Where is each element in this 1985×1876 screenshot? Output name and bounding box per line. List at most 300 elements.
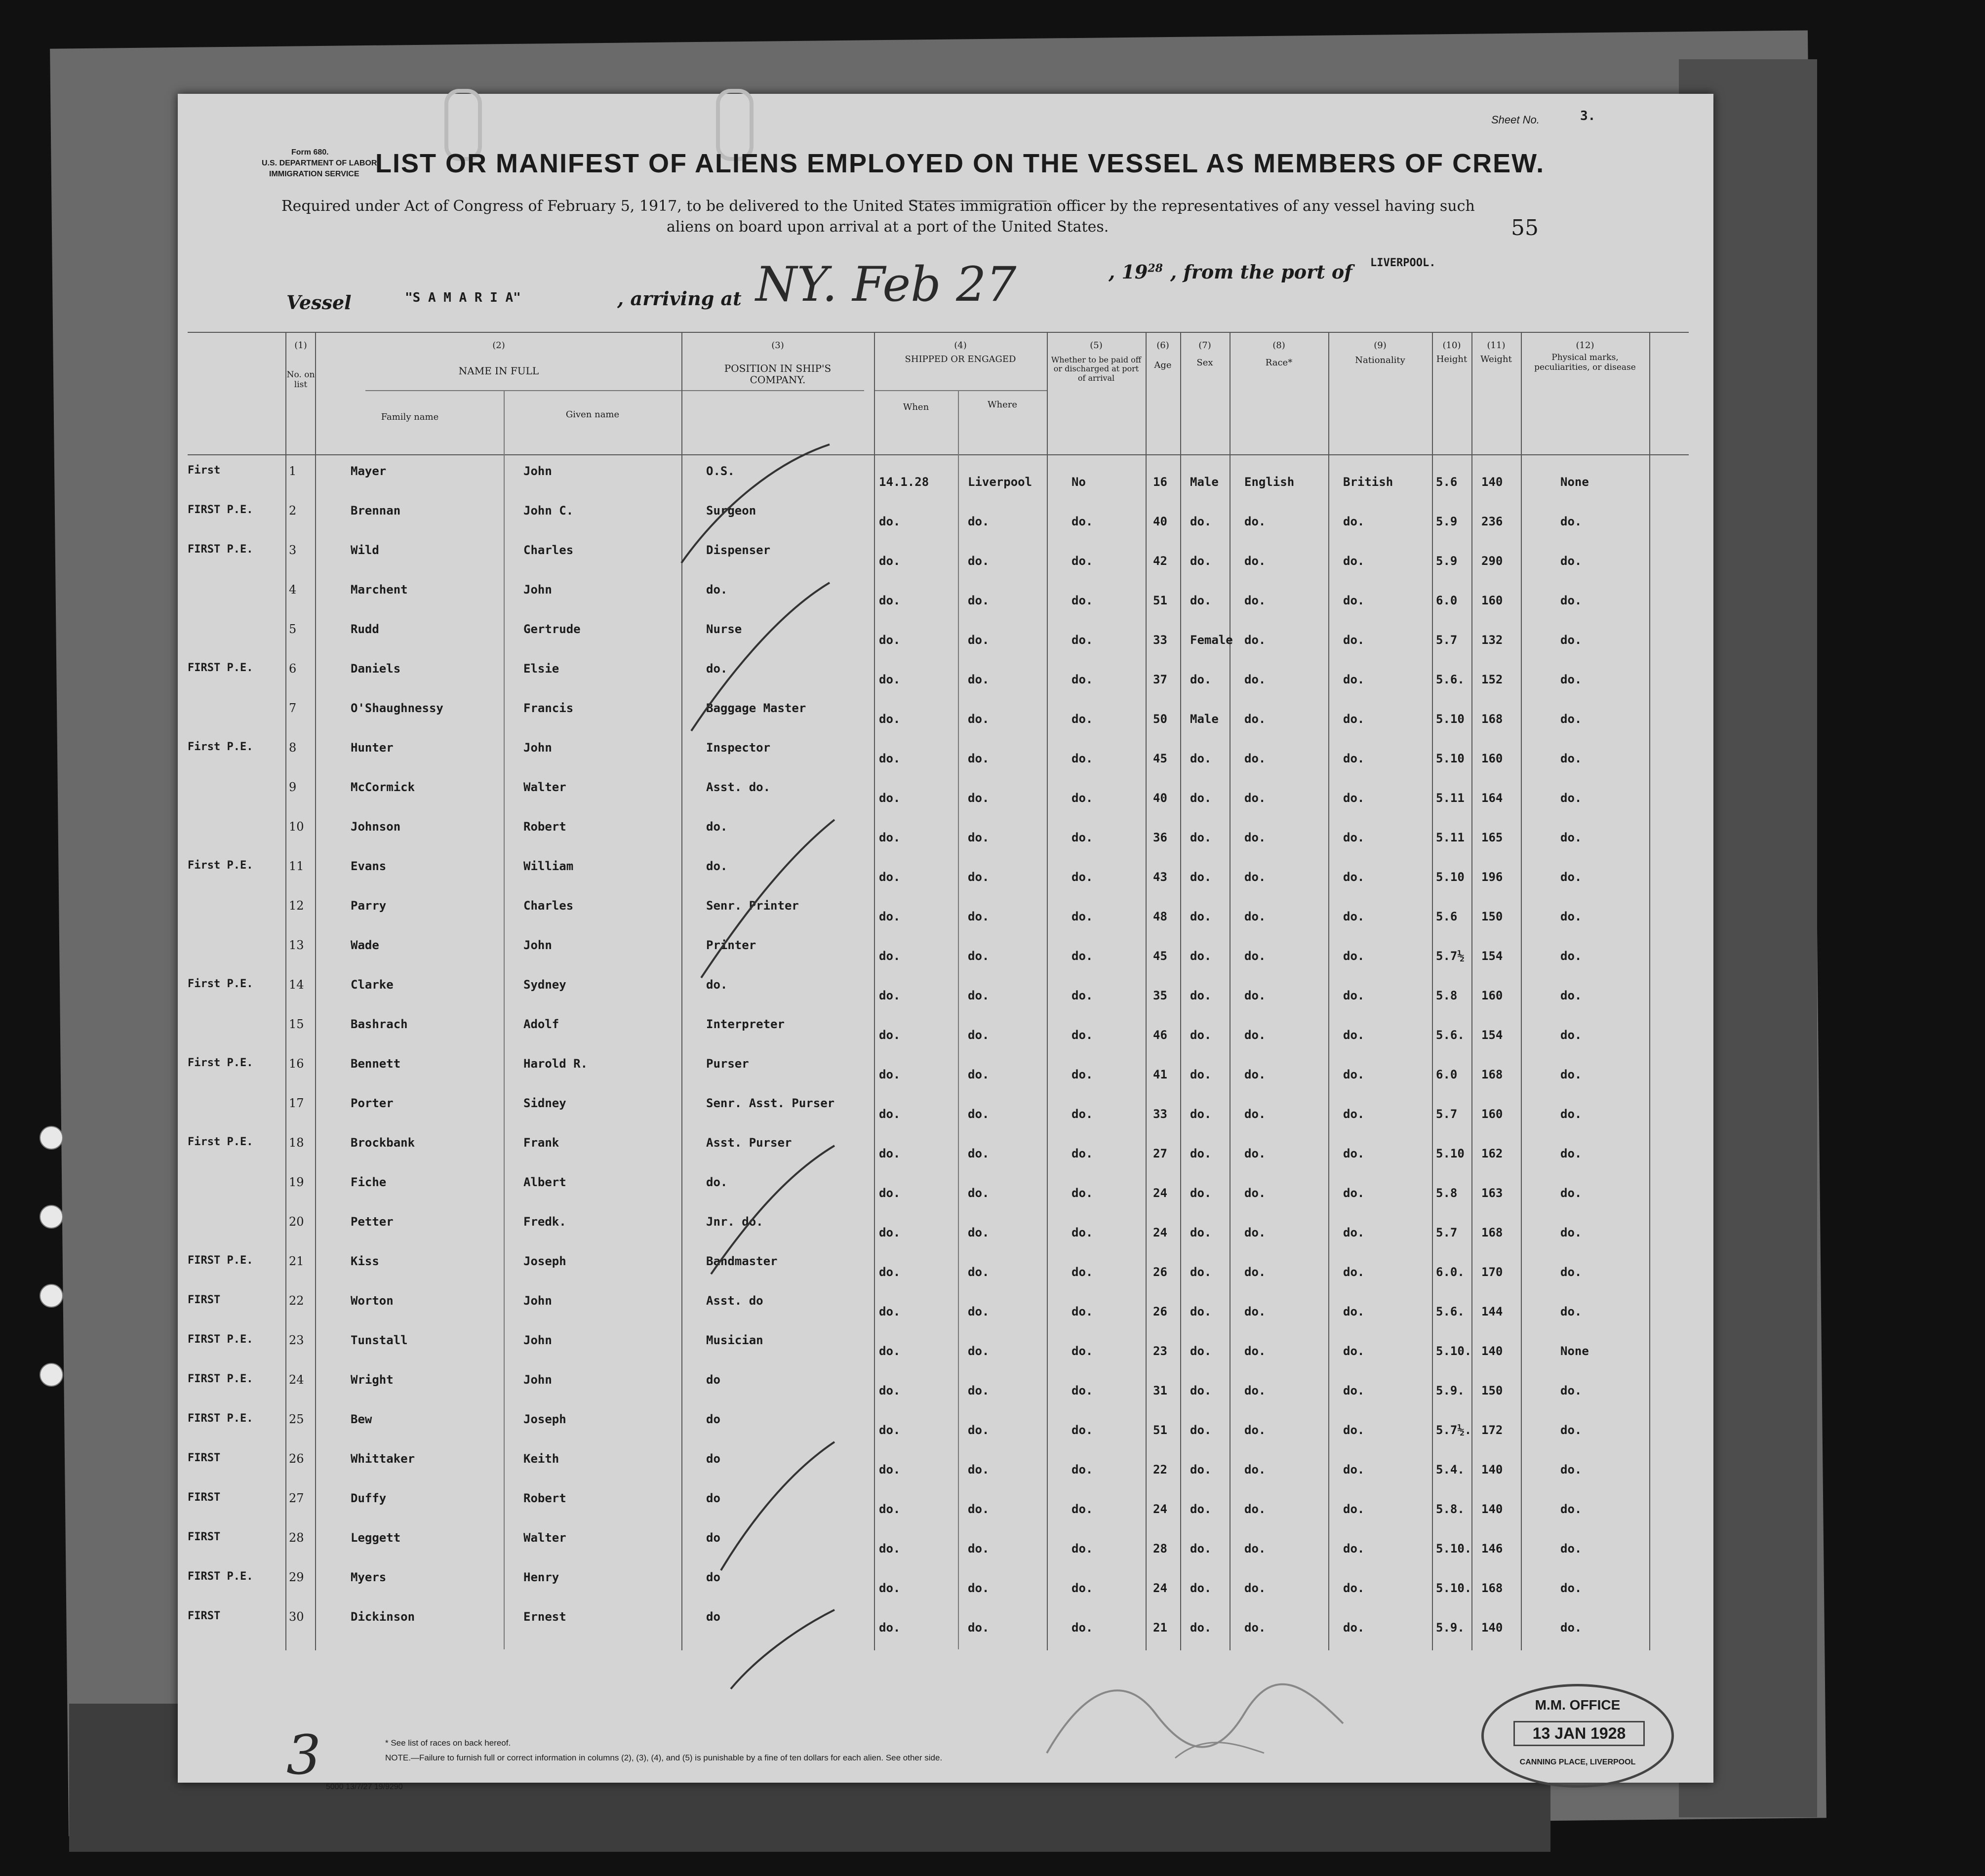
shipped-where-cell: do.: [968, 1028, 990, 1042]
weight-cell: 146: [1481, 1542, 1503, 1556]
position-cell: Dispenser: [706, 543, 771, 557]
position-cell: O.S.: [706, 464, 735, 478]
paid-off-cell: do.: [1072, 1068, 1093, 1081]
age-cell: 24: [1153, 1502, 1167, 1516]
age-cell: 51: [1153, 1423, 1167, 1437]
table-row: [178, 938, 1713, 973]
shipped-where-cell: do.: [968, 1463, 990, 1477]
sheet-number: 3.: [1580, 109, 1596, 123]
header-col7-number: (7): [1198, 340, 1211, 351]
sex-cell: do.: [1190, 989, 1212, 1002]
header-height: Height: [1436, 354, 1468, 364]
list-number-cell: 2: [289, 504, 297, 518]
height-cell: 5.10.: [1436, 1581, 1472, 1595]
physical-marks-cell: do.: [1560, 989, 1582, 1002]
age-cell: 36: [1153, 831, 1167, 844]
weight-cell: 168: [1481, 1581, 1503, 1595]
weight-cell: 163: [1481, 1186, 1503, 1200]
footnote-penalty: NOTE.—Failure to furnish full or correct information in columns (2), (3), (4), and (5) is punishable by a fine of ten dollars for each alien. See other side.: [385, 1753, 943, 1762]
class-cell: FIRST P.E.: [188, 504, 253, 516]
age-cell: 50: [1153, 712, 1167, 726]
weight-cell: 140: [1481, 1621, 1503, 1635]
table-row: [178, 899, 1713, 933]
header-col5-number: (5): [1090, 340, 1103, 351]
list-number-cell: 11: [289, 859, 304, 873]
nationality-cell: do.: [1343, 1107, 1365, 1121]
race-cell: do.: [1244, 1068, 1266, 1081]
position-cell: Inspector: [706, 741, 771, 755]
shipped-subheader-rule: [874, 390, 1047, 391]
paid-off-cell: do.: [1072, 870, 1093, 884]
family-name-cell: Leggett: [351, 1531, 401, 1545]
race-cell: do.: [1244, 1107, 1266, 1121]
class-cell: FIRST P.E.: [188, 1570, 253, 1583]
sex-cell: do.: [1190, 1542, 1212, 1556]
age-cell: 24: [1153, 1186, 1167, 1200]
shipped-where-cell: do.: [968, 910, 990, 923]
shipped-when-cell: do.: [879, 1502, 901, 1516]
race-cell: do.: [1244, 1502, 1266, 1516]
shipped-when-cell: do.: [879, 1344, 901, 1358]
sex-cell: do.: [1190, 594, 1212, 607]
nationality-cell: do.: [1343, 989, 1365, 1002]
shipped-where-cell: do.: [968, 1384, 990, 1397]
nationality-cell: do.: [1343, 791, 1365, 805]
class-cell: FIRST: [188, 1294, 221, 1306]
weight-cell: 290: [1481, 554, 1503, 568]
paid-off-cell: do.: [1072, 1502, 1093, 1516]
paid-off-cell: do.: [1072, 1107, 1093, 1121]
list-number-cell: 18: [289, 1136, 304, 1150]
height-cell: 5.6: [1436, 910, 1458, 923]
given-name-cell: Henry: [523, 1570, 559, 1584]
header-position: POSITION IN SHIP'S COMPANY.: [724, 362, 832, 386]
weight-cell: 154: [1481, 949, 1503, 963]
shipped-when-cell: do.: [879, 752, 901, 765]
shipped-when-cell: do.: [879, 1068, 901, 1081]
age-cell: 43: [1153, 870, 1167, 884]
physical-marks-cell: do.: [1560, 554, 1582, 568]
family-name-cell: Tunstall: [351, 1333, 408, 1347]
table-row: [178, 1452, 1713, 1486]
age-cell: 37: [1153, 673, 1167, 686]
race-cell: do.: [1244, 1265, 1266, 1279]
class-cell: FIRST: [188, 1610, 221, 1622]
height-cell: 5.11: [1436, 791, 1465, 805]
shipped-when-cell: do.: [879, 1581, 901, 1595]
shipped-when-cell: 14.1.28: [879, 475, 929, 489]
header-paid-off: Whether to be paid off or discharged at port of arrival: [1051, 355, 1142, 383]
list-number-cell: 19: [289, 1175, 304, 1189]
weight-cell: 154: [1481, 1028, 1503, 1042]
race-cell: do.: [1244, 791, 1266, 805]
nationality-cell: do.: [1343, 870, 1365, 884]
given-name-cell: Gertrude: [523, 622, 581, 636]
position-cell: Asst. do: [706, 1294, 763, 1308]
position-cell: do.: [706, 859, 728, 873]
shipped-where-cell: do.: [968, 1542, 990, 1556]
position-cell: Asst. do.: [706, 780, 771, 794]
nationality-cell: do.: [1343, 1542, 1365, 1556]
sex-cell: do.: [1190, 1621, 1212, 1635]
race-cell: do.: [1244, 1384, 1266, 1397]
list-number-cell: 23: [289, 1333, 304, 1347]
nationality-cell: do.: [1343, 515, 1365, 528]
given-name-cell: William: [523, 859, 574, 873]
height-cell: 5.6.: [1436, 1305, 1465, 1318]
sex-cell: do.: [1190, 831, 1212, 844]
family-name-cell: Wild: [351, 543, 379, 557]
given-name-cell: John: [523, 1333, 552, 1347]
class-cell: First P.E.: [188, 859, 253, 872]
height-cell: 5.9: [1436, 554, 1458, 568]
physical-marks-cell: do.: [1560, 870, 1582, 884]
shipped-where-cell: do.: [968, 633, 990, 647]
binder-hole: [40, 1126, 63, 1150]
from-port-label: , from the port of: [1170, 261, 1352, 283]
sex-cell: do.: [1190, 752, 1212, 765]
class-cell: First P.E.: [188, 1057, 253, 1069]
weight-cell: 165: [1481, 831, 1503, 844]
position-cell: do.: [706, 978, 728, 992]
position-cell: do: [706, 1412, 720, 1426]
race-cell: do.: [1244, 1423, 1266, 1437]
table-row: [178, 1254, 1713, 1289]
physical-marks-cell: do.: [1560, 752, 1582, 765]
race-cell: do.: [1244, 1344, 1266, 1358]
shipped-where-cell: do.: [968, 1226, 990, 1239]
physical-marks-cell: do.: [1560, 791, 1582, 805]
paid-off-cell: do.: [1072, 1226, 1093, 1239]
header-shipped: SHIPPED OR ENGAGED: [905, 354, 1016, 364]
position-cell: Nurse: [706, 622, 742, 636]
arrival-handwritten: NY. Feb 27: [755, 257, 1017, 312]
given-name-cell: Robert: [523, 820, 566, 834]
nationality-cell: do.: [1343, 1502, 1365, 1516]
shipped-where-cell: do.: [968, 1107, 990, 1121]
paid-off-cell: do.: [1072, 1463, 1093, 1477]
subtitle-line-2: aliens on board upon arrival at a port of the United States.: [667, 218, 1109, 236]
table-row: [178, 464, 1713, 499]
race-cell: do.: [1244, 989, 1266, 1002]
shipped-when-cell: do.: [879, 989, 901, 1002]
given-name-cell: John: [523, 464, 552, 478]
sex-cell: do.: [1190, 791, 1212, 805]
shipped-where-cell: do.: [968, 1305, 990, 1318]
list-number-cell: 12: [289, 899, 304, 913]
table-row: [178, 859, 1713, 894]
class-cell: FIRST P.E.: [188, 1333, 253, 1346]
weight-cell: 140: [1481, 1344, 1503, 1358]
family-name-cell: Hunter: [351, 741, 394, 755]
age-cell: 40: [1153, 791, 1167, 805]
race-cell: do.: [1244, 1542, 1266, 1556]
weight-cell: 160: [1481, 594, 1503, 607]
sex-cell: do.: [1190, 1265, 1212, 1279]
weight-cell: 132: [1481, 633, 1503, 647]
height-cell: 5.10: [1436, 752, 1465, 765]
page-number: 55: [1511, 215, 1539, 240]
age-cell: 22: [1153, 1463, 1167, 1477]
nationality-cell: do.: [1343, 1384, 1365, 1397]
hand-mark: 3: [286, 1723, 321, 1787]
sex-cell: do.: [1190, 1068, 1212, 1081]
family-name-cell: Bew: [351, 1412, 372, 1426]
list-number-cell: 29: [289, 1570, 304, 1584]
given-name-cell: Ernest: [523, 1610, 566, 1624]
family-name-cell: Brennan: [351, 504, 401, 518]
header-physical-marks: Physical marks, peculiarities, or disease: [1534, 353, 1636, 372]
nationality-cell: do.: [1343, 831, 1365, 844]
paid-off-cell: do.: [1072, 594, 1093, 607]
paid-off-cell: No: [1072, 475, 1086, 489]
shipped-where-cell: do.: [968, 831, 990, 844]
sex-cell: do.: [1190, 1107, 1212, 1121]
sex-cell: do.: [1190, 1581, 1212, 1595]
position-cell: do.: [706, 662, 728, 676]
weight-cell: 150: [1481, 1384, 1503, 1397]
class-cell: FIRST: [188, 1491, 221, 1504]
height-cell: 6.0.: [1436, 1265, 1465, 1279]
table-row: [178, 504, 1713, 538]
weight-cell: 236: [1481, 515, 1503, 528]
table-row: [178, 662, 1713, 696]
age-cell: 31: [1153, 1384, 1167, 1397]
shipped-where-cell: do.: [968, 1068, 990, 1081]
nationality-cell: do.: [1343, 752, 1365, 765]
age-cell: 24: [1153, 1581, 1167, 1595]
family-name-cell: Fiche: [351, 1175, 387, 1189]
header-weight: Weight: [1480, 354, 1512, 364]
race-cell: English: [1244, 475, 1295, 489]
table-row: [178, 820, 1713, 854]
given-name-cell: John: [523, 1294, 552, 1308]
paid-off-cell: do.: [1072, 1581, 1093, 1595]
sex-cell: do.: [1190, 1423, 1212, 1437]
family-name-cell: Johnson: [351, 820, 401, 834]
list-number-cell: 3: [289, 543, 297, 557]
list-number-cell: 25: [289, 1412, 304, 1426]
shipped-where-cell: do.: [968, 791, 990, 805]
shipped-where-cell: do.: [968, 1265, 990, 1279]
age-cell: 26: [1153, 1305, 1167, 1318]
table-row: [178, 1373, 1713, 1407]
height-cell: 5.10.: [1436, 1344, 1472, 1358]
paid-off-cell: do.: [1072, 1423, 1093, 1437]
table-row: [178, 1294, 1713, 1328]
sex-cell: do.: [1190, 1147, 1212, 1160]
shipped-where-cell: do.: [968, 1186, 990, 1200]
race-cell: do.: [1244, 594, 1266, 607]
name-subheader-rule: [365, 390, 864, 391]
header-given-name: Given name: [565, 409, 620, 420]
paid-off-cell: do.: [1072, 752, 1093, 765]
header-when: When: [903, 402, 929, 412]
physical-marks-cell: do.: [1560, 1305, 1582, 1318]
nationality-cell: do.: [1343, 1186, 1365, 1200]
nationality-cell: do.: [1343, 949, 1365, 963]
family-name-cell: Wade: [351, 938, 379, 952]
shipped-when-cell: do.: [879, 791, 901, 805]
height-cell: 5.10: [1436, 712, 1465, 726]
sex-cell: do.: [1190, 1186, 1212, 1200]
table-row: [178, 1096, 1713, 1131]
shipped-where-cell: do.: [968, 1621, 990, 1635]
list-number-cell: 16: [289, 1057, 304, 1071]
position-cell: do: [706, 1452, 720, 1466]
weight-cell: 140: [1481, 1463, 1503, 1477]
age-cell: 33: [1153, 1107, 1167, 1121]
physical-marks-cell: do.: [1560, 1028, 1582, 1042]
shipped-where-cell: do.: [968, 712, 990, 726]
family-name-cell: Bashrach: [351, 1017, 408, 1031]
family-name-cell: Wright: [351, 1373, 394, 1387]
list-number-cell: 17: [289, 1096, 304, 1110]
check-marks: [672, 435, 849, 1699]
age-cell: 41: [1153, 1068, 1167, 1081]
family-name-cell: Worton: [351, 1294, 394, 1308]
nationality-cell: do.: [1343, 1147, 1365, 1160]
table-row: [178, 1017, 1713, 1052]
height-cell: 5.10: [1436, 870, 1465, 884]
table-row: [178, 1175, 1713, 1210]
given-name-cell: Walter: [523, 1531, 566, 1545]
given-name-cell: John: [523, 938, 552, 952]
position-cell: Jnr. do.: [706, 1215, 763, 1229]
shipped-when-cell: do.: [879, 594, 901, 607]
position-cell: Baggage Master: [706, 701, 806, 715]
family-name-cell: Evans: [351, 859, 387, 873]
shipped-when-cell: do.: [879, 1028, 901, 1042]
list-number-cell: 30: [289, 1610, 304, 1624]
nationality-cell: do.: [1343, 673, 1365, 686]
shipped-when-cell: do.: [879, 1147, 901, 1160]
height-cell: 5.9.: [1436, 1621, 1465, 1635]
weight-cell: 160: [1481, 752, 1503, 765]
position-cell: do: [706, 1610, 720, 1624]
height-cell: 5.6: [1436, 475, 1458, 489]
weight-cell: 170: [1481, 1265, 1503, 1279]
class-cell: FIRST: [188, 1531, 221, 1543]
nationality-cell: do.: [1343, 1305, 1365, 1318]
signature: [1027, 1654, 1373, 1778]
table-row: [178, 1215, 1713, 1249]
family-name-cell: Bennett: [351, 1057, 401, 1071]
shipped-when-cell: do.: [879, 1305, 901, 1318]
office-stamp: [1481, 1684, 1674, 1788]
height-cell: 5.7½.: [1436, 1423, 1472, 1437]
paid-off-cell: do.: [1072, 1265, 1093, 1279]
paid-off-cell: do.: [1072, 633, 1093, 647]
race-cell: do.: [1244, 1147, 1266, 1160]
table-row: [178, 1610, 1713, 1644]
height-cell: 6.0: [1436, 1068, 1458, 1081]
nationality-cell: do.: [1343, 1265, 1365, 1279]
list-number-cell: 27: [289, 1491, 304, 1505]
race-cell: do.: [1244, 1581, 1266, 1595]
position-cell: Interpreter: [706, 1017, 785, 1031]
class-cell: FIRST P.E.: [188, 1373, 253, 1385]
family-name-cell: Dickinson: [351, 1610, 415, 1624]
race-cell: do.: [1244, 712, 1266, 726]
binder-hole: [40, 1205, 63, 1229]
paid-off-cell: do.: [1072, 1542, 1093, 1556]
race-cell: do.: [1244, 870, 1266, 884]
paid-off-cell: do.: [1072, 1147, 1093, 1160]
sex-cell: do.: [1190, 1463, 1212, 1477]
shipped-where-cell: do.: [968, 673, 990, 686]
nationality-cell: do.: [1343, 1463, 1365, 1477]
shipped-when-cell: do.: [879, 1107, 901, 1121]
list-number-cell: 14: [289, 978, 304, 992]
age-cell: 21: [1153, 1621, 1167, 1635]
sex-cell: do.: [1190, 949, 1212, 963]
position-cell: Surgeon: [706, 504, 756, 518]
shipped-where-cell: do.: [968, 989, 990, 1002]
physical-marks-cell: do.: [1560, 1621, 1582, 1635]
shipped-when-cell: do.: [879, 870, 901, 884]
race-cell: do.: [1244, 1463, 1266, 1477]
nationality-cell: do.: [1343, 1423, 1365, 1437]
binder-hole: [40, 1363, 63, 1387]
sex-cell: do.: [1190, 1502, 1212, 1516]
physical-marks-cell: None: [1560, 475, 1589, 489]
paid-off-cell: do.: [1072, 1186, 1093, 1200]
header-col6-number: (6): [1156, 340, 1169, 351]
shipped-when-cell: do.: [879, 515, 901, 528]
form-number: Form 680.: [291, 148, 329, 157]
paid-off-cell: do.: [1072, 949, 1093, 963]
given-name-cell: John: [523, 1373, 552, 1387]
nationality-cell: do.: [1343, 1581, 1365, 1595]
table-top-rule: [188, 332, 1689, 333]
sex-cell: Male: [1190, 712, 1219, 726]
paid-off-cell: do.: [1072, 712, 1093, 726]
position-cell: do: [706, 1491, 720, 1505]
height-cell: 5.9.: [1436, 1384, 1465, 1397]
height-cell: 5.11: [1436, 831, 1465, 844]
height-cell: 5.10.: [1436, 1542, 1472, 1556]
sex-cell: do.: [1190, 1344, 1212, 1358]
position-cell: Asst. Purser: [706, 1136, 792, 1150]
list-number-cell: 5: [289, 622, 297, 636]
family-name-cell: Daniels: [351, 662, 401, 676]
shipped-when-cell: do.: [879, 831, 901, 844]
given-name-cell: Fredk.: [523, 1215, 566, 1229]
family-name-cell: Kiss: [351, 1254, 379, 1268]
physical-marks-cell: do.: [1560, 594, 1582, 607]
sex-cell: Female: [1190, 633, 1233, 647]
age-cell: 42: [1153, 554, 1167, 568]
age-cell: 23: [1153, 1344, 1167, 1358]
shipped-when-cell: do.: [879, 1265, 901, 1279]
shipped-when-cell: do.: [879, 633, 901, 647]
position-cell: do: [706, 1570, 720, 1584]
paid-off-cell: do.: [1072, 831, 1093, 844]
physical-marks-cell: do.: [1560, 831, 1582, 844]
table-row: [178, 741, 1713, 775]
weight-cell: 168: [1481, 1068, 1503, 1081]
paid-off-cell: do.: [1072, 989, 1093, 1002]
physical-marks-cell: do.: [1560, 1147, 1582, 1160]
shipped-when-cell: do.: [879, 1186, 901, 1200]
shipped-when-cell: do.: [879, 673, 901, 686]
family-name-cell: Porter: [351, 1096, 394, 1110]
weight-cell: 196: [1481, 870, 1503, 884]
shipped-where-cell: Liverpool: [968, 475, 1032, 489]
paid-off-cell: do.: [1072, 1028, 1093, 1042]
class-cell: FIRST P.E.: [188, 662, 253, 674]
